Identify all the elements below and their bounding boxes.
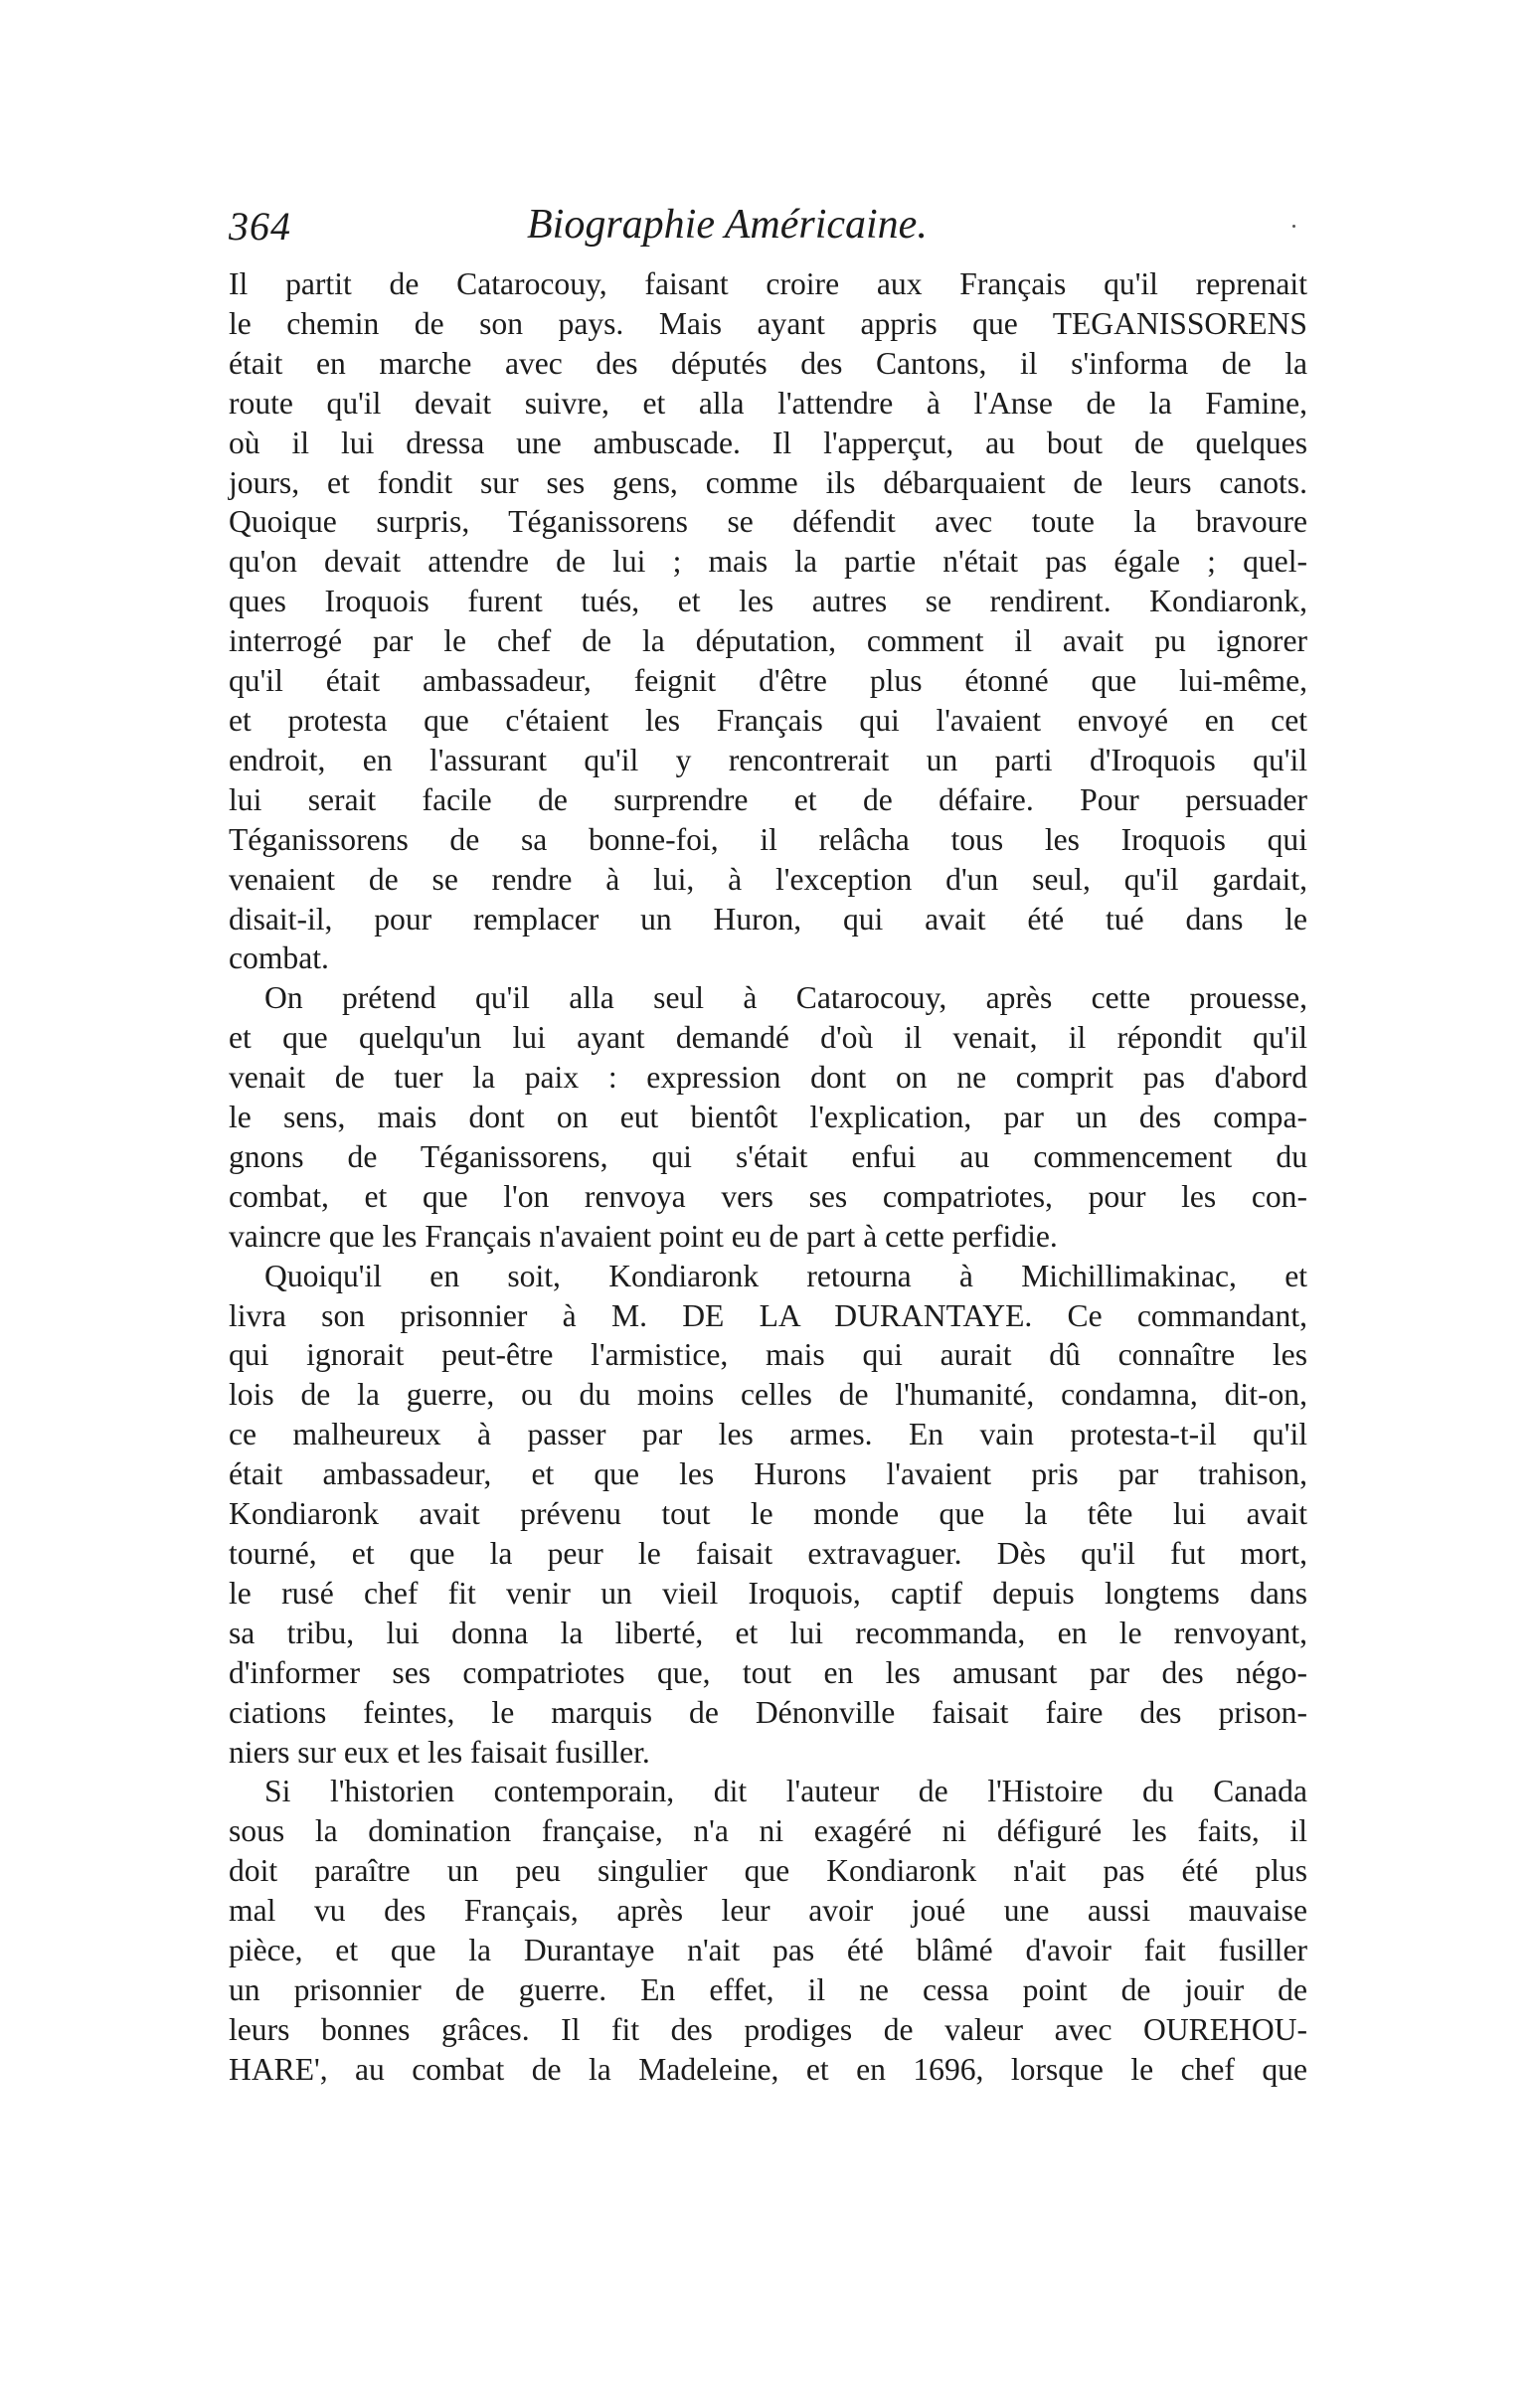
text-line: leurs bonnes grâces. Il fit des prodiges de valeur avec OUREHOU- [229, 2011, 1307, 2047]
text-line: venaient de se rendre à lui, à l'exception d'un seul, qu'il gardait, [229, 861, 1307, 897]
book-page [229, 197, 1307, 2090]
text-line: et que quelqu'un lui ayant demandé d'où il venait, il répondit qu'il [229, 1020, 1307, 1056]
text-line: jours, et fondit sur ses gens, comme ils débarquaient de leurs canots. [229, 464, 1307, 500]
text-line: et protesta que c'étaient les Français qui l'avaient envoyé en cet [229, 702, 1307, 738]
text-line: Quoique surpris, Téganissorens se défendit avec toute la bravoure [229, 504, 1307, 540]
text-line: venait de tuer la paix : expression dont on ne comprit pas d'abord [229, 1060, 1307, 1096]
paragraph [229, 264, 1307, 978]
text-line: tourné, et que la peur le faisait extravaguer. Dès qu'il fut mort, [229, 1536, 1307, 1571]
text-line: le sens, mais dont on eut bientôt l'explication, par un des compa- [229, 1100, 1307, 1135]
text-line: interrogé par le chef de la députation, comment il avait pu ignorer [229, 623, 1307, 659]
text-line: ciations feintes, le marquis de Dénonville faisait faire des prison- [229, 1694, 1307, 1730]
text-line: Kondiaronk avait prévenu tout le monde que la tête lui avait [229, 1496, 1307, 1532]
text-line: qu'il était ambassadeur, feignit d'être plus étonné que lui-même, [229, 663, 1307, 699]
text-line: lois de la guerre, ou du moins celles de l'humanité, condamna, dit-on, [229, 1377, 1307, 1413]
text-line: mal vu des Français, après leur avoir joué une aussi mauvaise [229, 1893, 1307, 1929]
text-line: niers sur eux et les faisait fusiller. [229, 1734, 650, 1770]
text-line: Si l'historien contemporain, dit l'auteur de l'Histoire du Canada [264, 1774, 1307, 1809]
text-line: route qu'il devait suivre, et alla l'attendre à l'Anse de la Famine, [229, 385, 1307, 421]
text-line: sous la domination française, n'a ni exagéré ni défiguré les faits, il [229, 1813, 1307, 1849]
body-text [229, 264, 1307, 2090]
printer-speck [1292, 225, 1295, 228]
text-line: disait-il, pour remplacer un Huron, qui avait été tué dans le [229, 901, 1307, 937]
paragraph [229, 1772, 1307, 2089]
text-line: Quoiqu'il en soit, Kondiaronk retourna à Michillimakinac, et [264, 1258, 1307, 1293]
text-line: qu'on devait attendre de lui ; mais la partie n'était pas égale ; quel- [229, 544, 1307, 580]
text-line: doit paraître un peu singulier que Kondiaronk n'ait pas été plus [229, 1853, 1307, 1889]
text-line: sa tribu, lui donna la liberté, et lui recommanda, en le renvoyant, [229, 1615, 1307, 1650]
text-line: Il partit de Catarocouy, faisant croire aux Français qu'il reprenait [229, 266, 1307, 301]
text-line: ce malheureux à passer par les armes. En vain protesta-t-il qu'il [229, 1417, 1307, 1452]
text-line: lui serait facile de surprendre et de défaire. Pour persuader [229, 781, 1307, 817]
text-line: combat. [229, 940, 329, 976]
text-line: Téganissorens de sa bonne-foi, il relâcha tous les Iroquois qui [229, 821, 1307, 857]
text-line: pièce, et que la Durantaye n'ait pas été blâmé d'avoir fait fusiller [229, 1933, 1307, 1968]
running-title: Biographie Américaine. [527, 202, 928, 248]
text-line: était ambassadeur, et que les Hurons l'avaient pris par trahison, [229, 1456, 1307, 1492]
text-line: combat, et que l'on renvoya vers ses compatriotes, pour les con- [229, 1178, 1307, 1214]
paragraph [229, 1257, 1307, 1773]
text-line: ques Iroquois furent tués, et les autres se rendirent. Kondiaronk, [229, 584, 1307, 619]
text-line: HARE', au combat de la Madeleine, et en 1696, lorsque le chef que [229, 2051, 1307, 2087]
paragraph [229, 978, 1307, 1256]
page-header [229, 197, 1307, 256]
text-line: endroit, en l'assurant qu'il y rencontrerait un parti d'Iroquois qu'il [229, 742, 1307, 777]
text-line: un prisonnier de guerre. En effet, il ne cessa point de jouir de [229, 1971, 1307, 2007]
text-line: qui ignorait peut-être l'armistice, mais qui aurait dû connaître les [229, 1337, 1307, 1373]
text-line: On prétend qu'il alla seul à Catarocouy, après cette prouesse, [264, 980, 1307, 1016]
page-number: 364 [229, 204, 291, 249]
text-line: où il lui dressa une ambuscade. Il l'apperçut, au bout de quelques [229, 425, 1307, 460]
text-line: d'informer ses compatriotes que, tout en les amusant par des négo- [229, 1654, 1307, 1690]
text-line: était en marche avec des députés des Cantons, il s'informa de la [229, 345, 1307, 381]
text-line: livra son prisonnier à M. DE LA DURANTAYE. Ce commandant, [229, 1297, 1307, 1333]
text-line: gnons de Téganissorens, qui s'était enfui au commencement du [229, 1138, 1307, 1174]
text-line: vaincre que les Français n'avaient point eu de part à cette perfidie. [229, 1218, 1058, 1254]
text-line: le rusé chef fit venir un vieil Iroquois, captif depuis longtems dans [229, 1575, 1307, 1611]
text-line: le chemin de son pays. Mais ayant appris que TEGANISSORENS [229, 305, 1307, 341]
